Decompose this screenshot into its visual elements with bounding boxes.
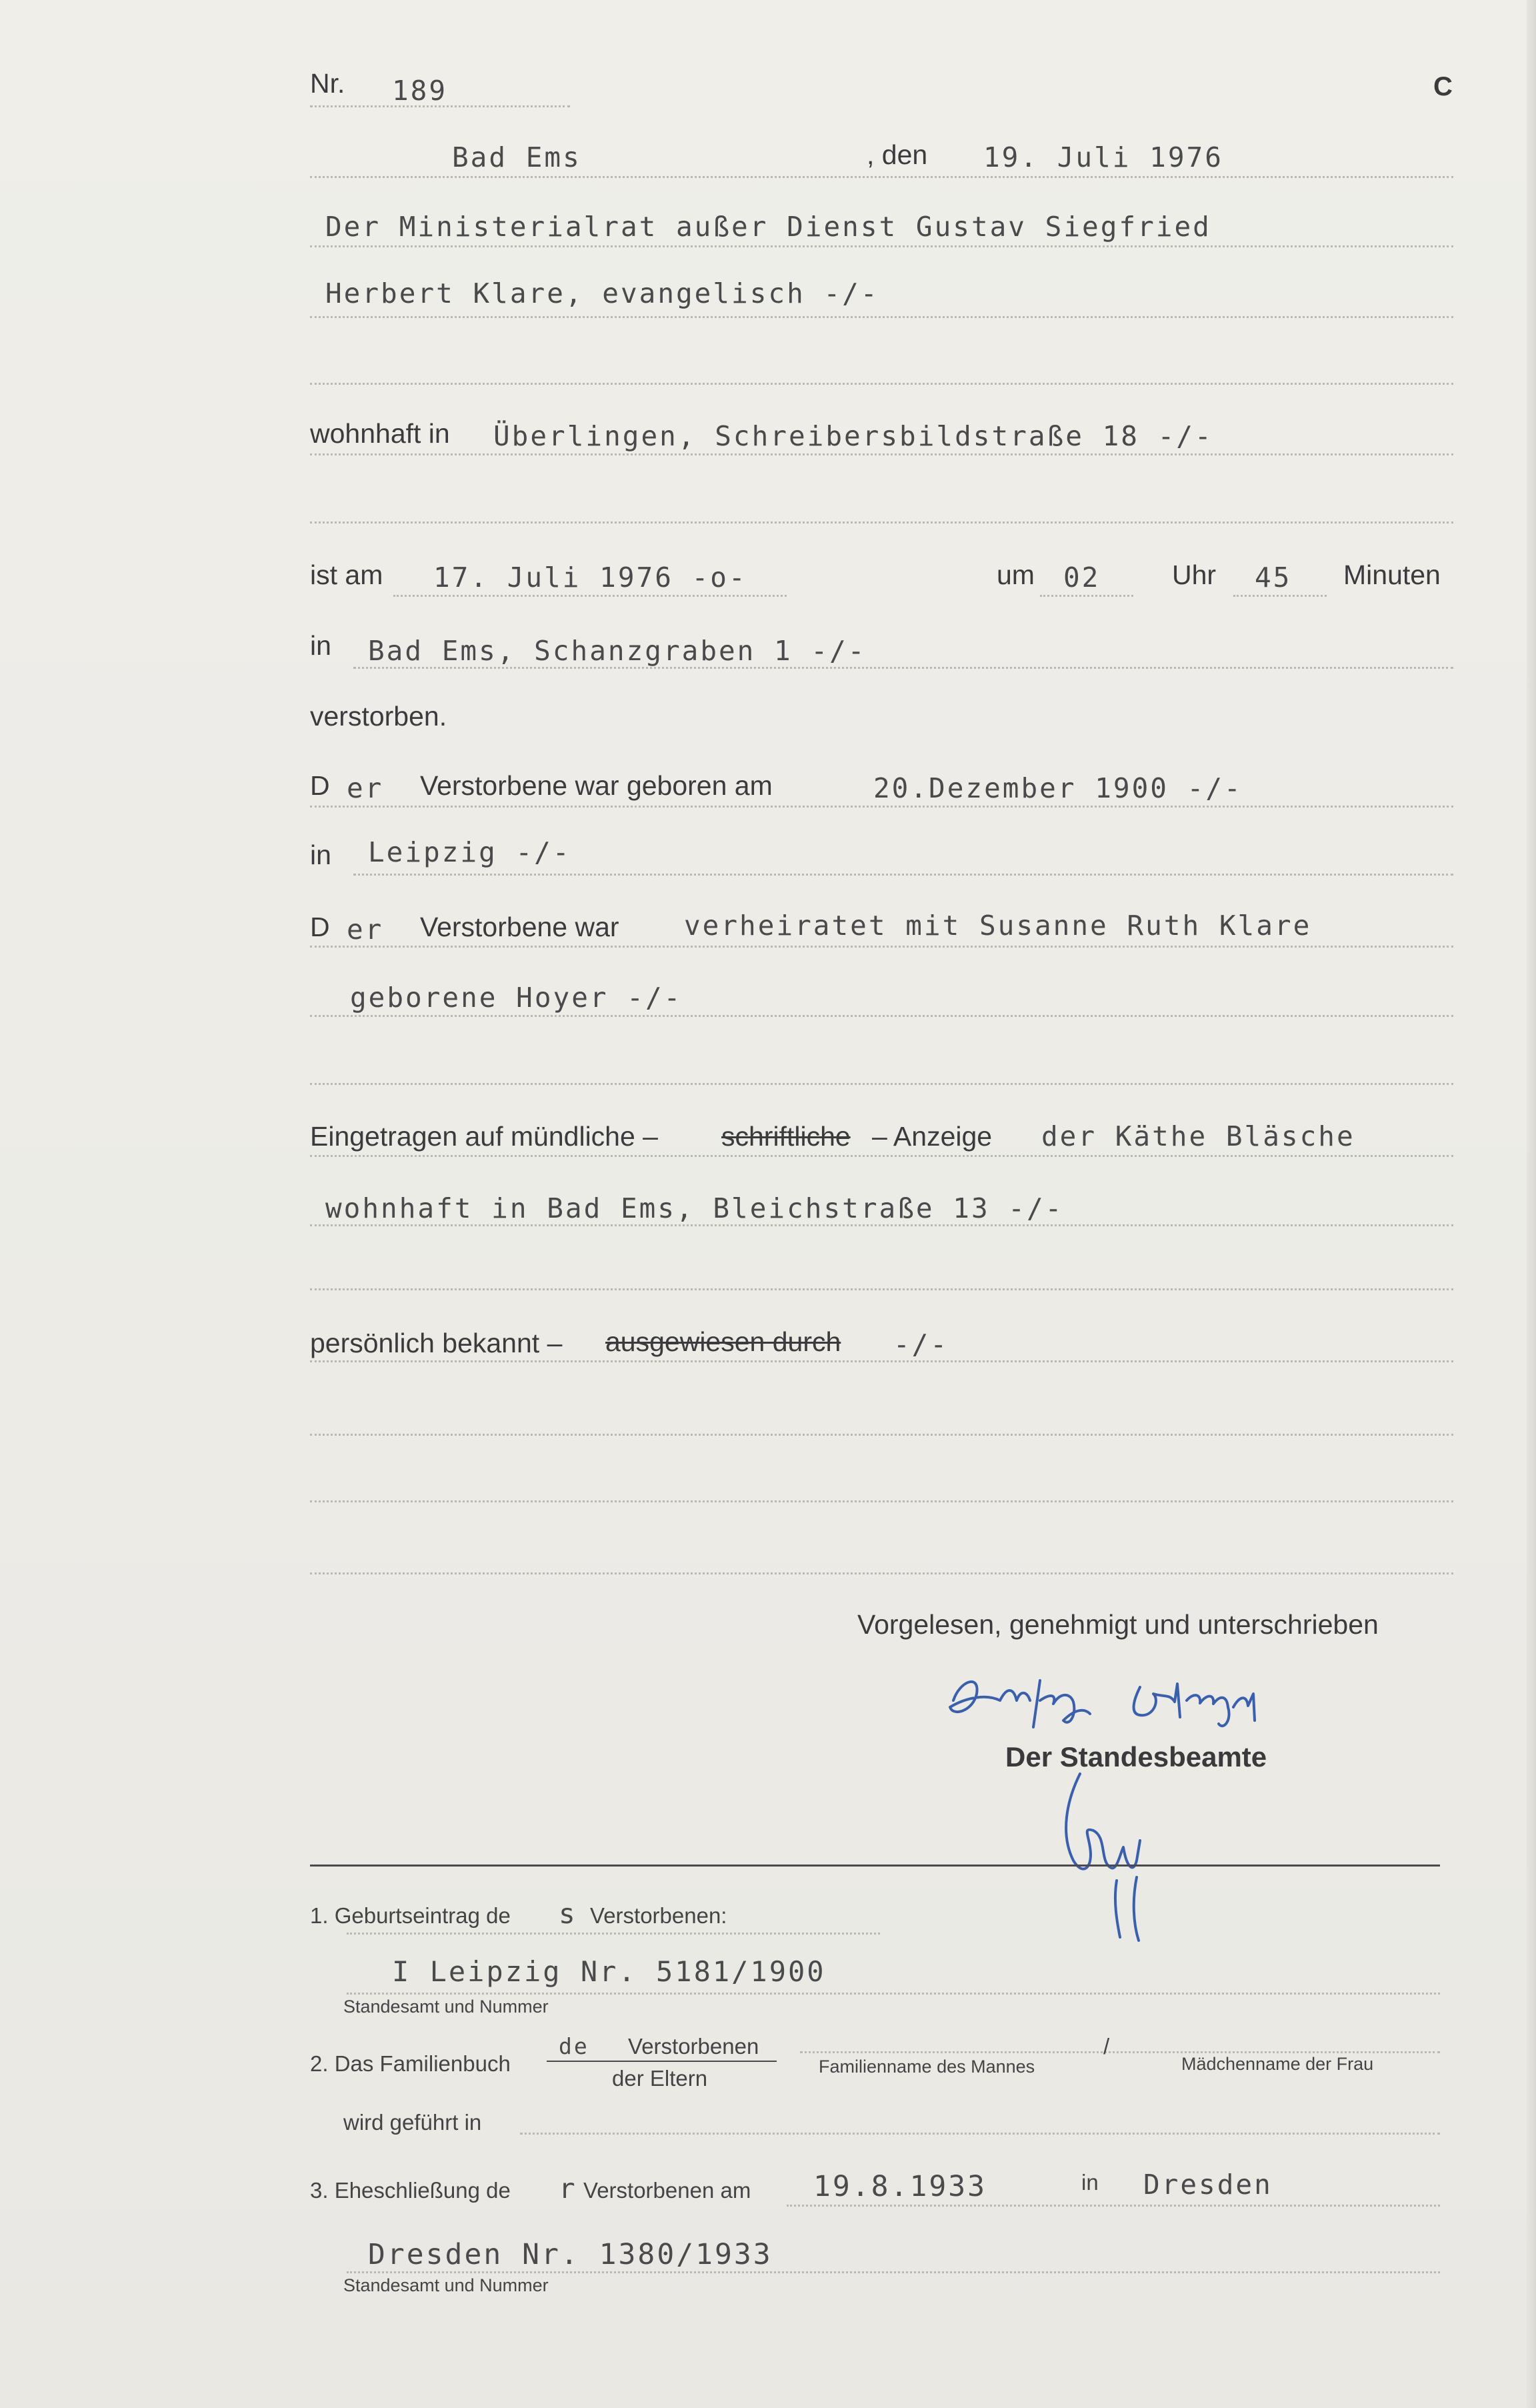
um-label: um <box>997 559 1035 590</box>
death-minutes: 45 <box>1255 561 1292 593</box>
death-in-label: in <box>310 630 331 661</box>
footer-item-1-rule <box>347 1933 880 1935</box>
date-line <box>310 176 1453 178</box>
informant-line-2-rule <box>310 1224 1453 1226</box>
birth-label: Verstorbene war geboren am <box>420 770 773 801</box>
death-place-line <box>353 667 1453 669</box>
informant-label-post: – Anzeige <box>872 1121 993 1152</box>
birth-place: Leipzig -/- <box>368 836 571 868</box>
birth-line <box>310 806 1453 808</box>
minuten-label: Minuten <box>1343 559 1441 590</box>
blank-line-1 <box>310 383 1453 385</box>
blank-line-3 <box>310 1083 1453 1085</box>
nr-line <box>310 105 570 107</box>
identity-label-pre: persönlich bekannt – <box>310 1328 563 1358</box>
footer-item-3-caption: Standesamt und Nummer <box>343 2275 549 2295</box>
marriage-er-suffix: er <box>347 914 384 946</box>
footer-item-2-frac-top: Verstorbenen <box>628 2034 759 2059</box>
footer-item-3-value-rule <box>347 2271 1440 2273</box>
footer-item-2-frac-top-de: de <box>559 2033 589 2059</box>
death-hour: 02 <box>1063 561 1101 593</box>
corner-letter: C <box>1433 72 1453 101</box>
footer-divider <box>310 1865 1440 1867</box>
page-edge-shadow <box>1527 0 1536 2408</box>
hour-line <box>1040 595 1133 597</box>
marriage-value: verheiratet mit Susanne Ruth Klare <box>684 910 1312 942</box>
footer-item-2-slash: / <box>1103 2034 1110 2059</box>
marriage-d-prefix: D <box>310 912 330 942</box>
residence-value: Überlingen, Schreibersbildstraße 18 -/- <box>493 420 1213 452</box>
date: 19. Juli 1976 <box>983 141 1223 173</box>
identity-label-struck: ausgewiesen durch <box>605 1326 841 1357</box>
person-line-1-rule <box>310 245 1453 247</box>
read-approved-text: Vorgelesen, genehmigt und unterschrieben <box>857 1609 1379 1640</box>
person-line-2: Herbert Klare, evangelisch -/- <box>325 277 879 309</box>
marriage-line <box>310 946 1453 948</box>
verstorben-label: verstorben. <box>310 701 447 732</box>
footer-item-2-caption-wife: Mädchenname der Frau <box>1181 2054 1374 2074</box>
marriage-line-2-rule <box>310 1015 1453 1017</box>
person-line-1: Der Ministerialrat außer Dienst Gustav Siegfried <box>325 211 1211 243</box>
birth-in-label: in <box>310 840 331 870</box>
minutes-line <box>1233 595 1327 597</box>
nr-value: 189 <box>392 75 448 107</box>
footer-item-1-label-end: Verstorbenen: <box>590 1903 727 1928</box>
footer-item-3-place: Dresden <box>1143 2169 1273 2201</box>
registrar-signature <box>1053 1760 1173 1947</box>
place: Bad Ems <box>452 141 581 173</box>
marriage-line-2: geborene Hoyer -/- <box>350 982 683 1014</box>
footer-item-3-label: 3. Eheschließung de <box>310 2178 511 2203</box>
footer-item-2-caption-husband: Familienname des Mannes <box>819 2057 1035 2077</box>
registrar-label: Der Standesbeamte <box>1005 1741 1267 1772</box>
death-date: 17. Juli 1976 -o- <box>433 561 747 593</box>
blank-line-7 <box>310 1572 1453 1574</box>
residence-label: wohnhaft in <box>310 418 450 449</box>
footer-item-3-rule <box>787 2205 1440 2207</box>
death-place: Bad Ems, Schanzgraben 1 -/- <box>368 635 867 667</box>
blank-line-4 <box>310 1288 1453 1290</box>
birth-date: 20.Dezember 1900 -/- <box>873 772 1243 804</box>
footer-item-1-suffix: s <box>559 1898 577 1930</box>
birth-er-suffix: er <box>347 772 384 804</box>
identity-value: -/- <box>893 1328 949 1360</box>
marriage-label: Verstorbene war <box>420 912 619 942</box>
blank-line-5 <box>310 1434 1453 1436</box>
uhr-label: Uhr <box>1172 559 1217 590</box>
birth-d-prefix: D <box>310 770 330 801</box>
informant-line <box>310 1155 1453 1157</box>
residence-line <box>310 453 1453 455</box>
footer-item-2-fraction-bar <box>547 2061 777 2062</box>
person-line-2-rule <box>310 316 1453 318</box>
footer-item-1-value-rule <box>347 1993 1440 1995</box>
footer-item-2-label: 2. Das Familienbuch <box>310 2051 511 2076</box>
identity-line <box>310 1360 1453 1362</box>
informant-value: der Käthe Bläsche <box>1041 1120 1355 1152</box>
blank-line-2 <box>310 521 1453 523</box>
footer-item-3-suffix: r <box>559 2173 577 2205</box>
footer-item-3-value: Dresden Nr. 1380/1933 <box>368 2238 773 2271</box>
informant-label-struck: schriftliche <box>721 1121 851 1152</box>
footer-item-2-line-2-rule <box>520 2133 1440 2135</box>
footer-item-2-line-2: wird geführt in <box>343 2110 482 2135</box>
footer-item-2-frac-bottom: der Eltern <box>612 2066 708 2091</box>
informant-signature <box>940 1654 1380 1740</box>
nr-label: Nr. <box>310 68 345 99</box>
death-label: ist am <box>310 559 383 590</box>
death-date-line <box>393 595 787 597</box>
footer-item-3-date: 19.8.1933 <box>813 2170 987 2203</box>
footer-item-1-caption: Standesamt und Nummer <box>343 1997 549 2017</box>
informant-line-2: wohnhaft in Bad Ems, Bleichstraße 13 -/- <box>325 1192 1064 1224</box>
footer-item-3-in: in <box>1081 2170 1099 2195</box>
footer-item-2-rule <box>800 2051 1440 2053</box>
informant-label-pre: Eingetragen auf mündliche – <box>310 1121 658 1152</box>
den-label: , den <box>867 139 928 170</box>
footer-item-1-value: I Leipzig Nr. 5181/1900 <box>392 1955 826 1988</box>
footer-item-1-label: 1. Geburtseintrag de <box>310 1903 511 1928</box>
birth-place-line <box>353 874 1453 876</box>
blank-line-6 <box>310 1500 1453 1502</box>
footer-item-3-label-end: Verstorbenen am <box>583 2178 751 2203</box>
